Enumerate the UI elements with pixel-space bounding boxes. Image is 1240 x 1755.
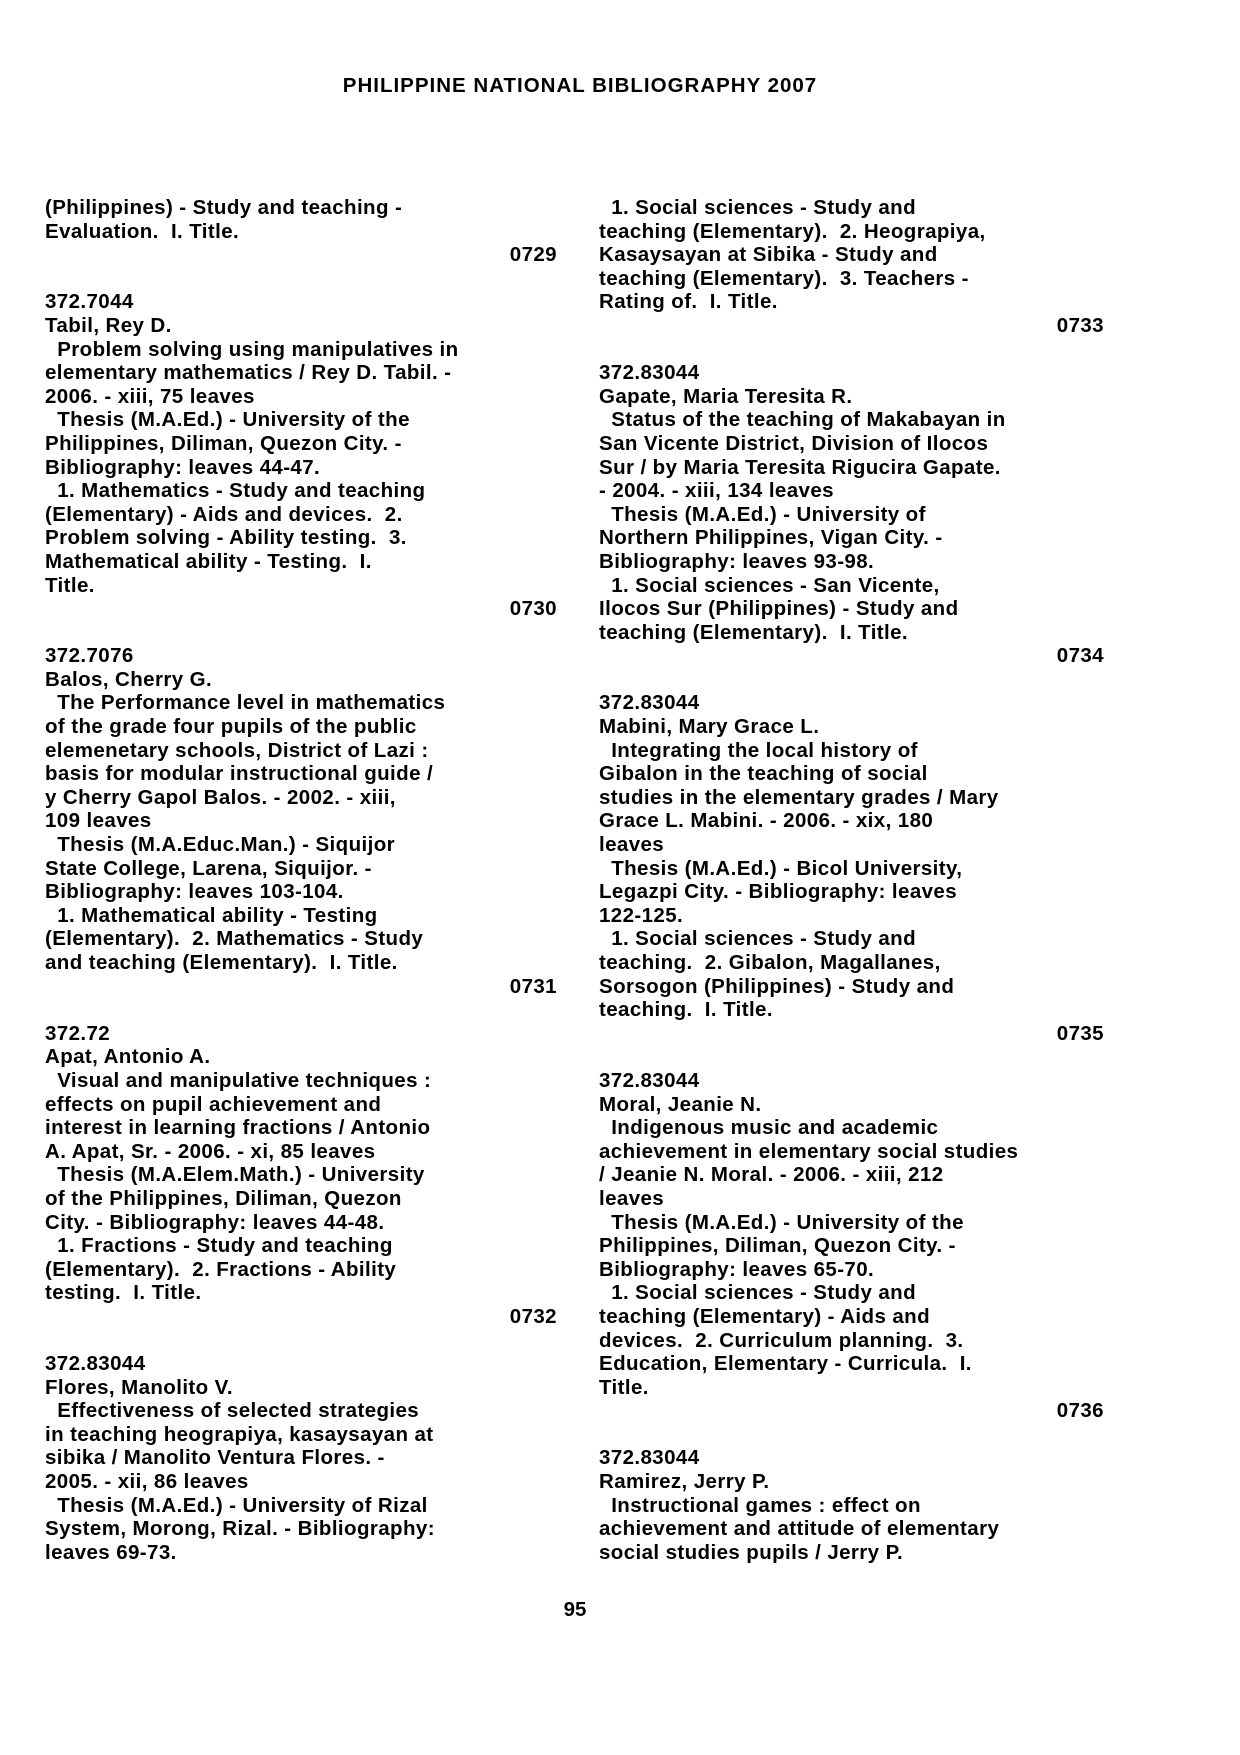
text-line: Thesis (M.A.Ed.) - University of the bbox=[45, 408, 410, 432]
entry-number: 0732 bbox=[509, 1304, 557, 1328]
blank-line bbox=[599, 1045, 1104, 1069]
text-line: System, Morong, Rizal. - Bibliography: bbox=[45, 1517, 435, 1541]
text-line: Problem solving - Ability testing. 3. bbox=[45, 526, 407, 550]
text-line: Gapate, Maria Teresita R. bbox=[599, 384, 853, 408]
text-line: 2005. - xii, 86 leaves bbox=[45, 1470, 249, 1494]
text-line: 1. Social sciences - San Vicente, bbox=[599, 573, 940, 597]
text-line: (Philippines) - Study and teaching - bbox=[45, 196, 403, 219]
text-line: Gibalon in the teaching of social bbox=[599, 762, 928, 786]
blank-line bbox=[45, 267, 557, 291]
text-line: (Elementary) - Aids and devices. 2. bbox=[45, 502, 403, 526]
text-line: - 2004. - xiii, 134 leaves bbox=[599, 479, 834, 503]
text-line: Kasaysayan at Sibika - Study and bbox=[599, 243, 938, 267]
text-line: Rating of. I. Title. bbox=[599, 290, 778, 314]
entry-number: 0733 bbox=[1056, 313, 1104, 337]
text-line: City. - Bibliography: leaves 44-48. bbox=[45, 1210, 385, 1234]
entry-number: 0731 bbox=[509, 974, 557, 998]
text-line: Evaluation. I. Title. bbox=[45, 219, 240, 243]
text-line: achievement in elementary social studies bbox=[599, 1139, 1019, 1163]
text-line: Mathematical ability - Testing. I. bbox=[45, 549, 372, 573]
text-line: 372.83044 bbox=[599, 1068, 700, 1092]
text-line: Education, Elementary - Curricula. I. bbox=[599, 1352, 972, 1376]
text-line: Effectiveness of selected strategies bbox=[45, 1399, 420, 1423]
text-line: A. Apat, Sr. - 2006. - xi, 85 leaves bbox=[45, 1139, 376, 1163]
text-line: The Performance level in mathematics bbox=[45, 691, 446, 715]
text-line: Ilocos Sur (Philippines) - Study and bbox=[599, 597, 959, 621]
text-line: (Elementary). 2. Fractions - Ability bbox=[45, 1257, 397, 1281]
blank-line bbox=[599, 338, 1104, 362]
text-line: teaching (Elementary) - Aids and bbox=[599, 1304, 930, 1328]
text-line: social studies pupils / Jerry P. bbox=[599, 1540, 904, 1564]
blank-line bbox=[45, 1329, 557, 1353]
text-line: Integrating the local history of bbox=[599, 738, 918, 762]
text-line: 1. Mathematical ability - Testing bbox=[45, 903, 378, 927]
text-line: Bibliography: leaves 44-47. bbox=[45, 455, 321, 479]
text-line: 372.7044 bbox=[45, 290, 134, 314]
text-line: San Vicente District, Division of Ilocos bbox=[599, 431, 989, 455]
text-line: Visual and manipulative techniques : bbox=[45, 1068, 432, 1092]
text-line: Thesis (M.A.Elem.Math.) - University bbox=[45, 1163, 425, 1187]
text-line: in teaching heograpiya, kasaysayan at bbox=[45, 1422, 434, 1446]
text-line: Balos, Cherry G. bbox=[45, 667, 213, 691]
text-line: y Cherry Gapol Balos. - 2002. - xiii, bbox=[45, 785, 396, 809]
text-line: Title. bbox=[599, 1375, 649, 1399]
text-line: 372.72 bbox=[45, 1021, 111, 1045]
text-line: leaves 69-73. bbox=[45, 1540, 177, 1564]
text-line: teaching (Elementary). 2. Heograpiya, bbox=[599, 219, 986, 243]
text-line: teaching (Elementary). I. Title. bbox=[599, 620, 909, 644]
text-line: 1. Fractions - Study and teaching bbox=[45, 1234, 393, 1258]
text-line: leaves bbox=[599, 833, 665, 857]
text-line: Problem solving using manipulatives in bbox=[45, 337, 459, 361]
page-title: PHILIPPINE NATIONAL BIBLIOGRAPHY 2007 bbox=[342, 74, 818, 97]
text-line: sibika / Manolito Ventura Flores. - bbox=[45, 1446, 385, 1470]
text-line: Thesis (M.A.Educ.Man.) - Siquijor bbox=[45, 833, 395, 857]
text-line: of the Philippines, Diliman, Quezon bbox=[45, 1186, 402, 1210]
text-line: Flores, Manolito V. bbox=[45, 1375, 233, 1399]
text-line: 372.7076 bbox=[45, 644, 134, 668]
text-line: Thesis (M.A.Ed.) - University of the bbox=[599, 1210, 964, 1234]
text-line: 1. Social sciences - Study and bbox=[599, 196, 916, 219]
text-line: teaching (Elementary). 3. Teachers - bbox=[599, 266, 969, 290]
text-line: 1. Mathematics - Study and teaching bbox=[45, 479, 426, 503]
text-line: 372.83044 bbox=[45, 1352, 146, 1376]
text-line: Tabil, Rey D. bbox=[45, 313, 172, 337]
text-line: teaching. I. Title. bbox=[599, 998, 773, 1022]
text-line: Grace L. Mabini. - 2006. - xix, 180 bbox=[599, 809, 934, 833]
text-line: interest in learning fractions / Antonio bbox=[45, 1116, 431, 1140]
text-line: Sorsogon (Philippines) - Study and bbox=[599, 974, 955, 998]
blank-line bbox=[45, 621, 557, 645]
entry-number: 0734 bbox=[1056, 644, 1104, 668]
text-line: Thesis (M.A.Ed.) - University of bbox=[599, 502, 926, 526]
text-line: elementary mathematics / Rey D. Tabil. - bbox=[45, 361, 452, 385]
text-line: Legazpi City. - Bibliography: leaves bbox=[599, 880, 958, 904]
entry-number: 0736 bbox=[1056, 1399, 1104, 1423]
text-line: 1. Social sciences - Study and bbox=[599, 1281, 916, 1305]
text-line: State College, Larena, Siquijor. - bbox=[45, 856, 372, 880]
text-line: testing. I. Title. bbox=[45, 1281, 202, 1305]
blank-line bbox=[599, 1423, 1104, 1447]
text-line: Indigenous music and academic bbox=[599, 1116, 939, 1140]
text-line: Bibliography: leaves 103-104. bbox=[45, 880, 344, 904]
text-line: 2006. - xiii, 75 leaves bbox=[45, 384, 255, 408]
text-line: Bibliography: leaves 93-98. bbox=[599, 549, 875, 573]
entry-number: 0730 bbox=[509, 597, 557, 621]
text-line: Philippines, Diliman, Quezon City. - bbox=[599, 1234, 956, 1258]
text-line: Instructional games : effect on bbox=[599, 1493, 921, 1517]
entry-number: 0735 bbox=[1056, 1021, 1104, 1045]
text-line: Status of the teaching of Makabayan in bbox=[599, 408, 1006, 432]
text-line: 372.83044 bbox=[599, 691, 700, 715]
text-line: Sur / by Maria Teresita Rigucira Gapate. bbox=[599, 455, 1001, 479]
text-line: 372.83044 bbox=[599, 1446, 700, 1470]
text-line: devices. 2. Curriculum planning. 3. bbox=[599, 1328, 964, 1352]
text-line: elemenetary schools, District of Lazi : bbox=[45, 738, 429, 762]
text-line: 109 leaves bbox=[45, 809, 152, 833]
left-column bbox=[45, 196, 557, 1564]
text-line: studies in the elementary grades / Mary bbox=[599, 785, 999, 809]
text-line: Title. bbox=[45, 573, 95, 597]
text-line: Thesis (M.A.Ed.) - University of Rizal bbox=[45, 1493, 428, 1517]
blank-line bbox=[45, 998, 557, 1022]
text-line: Ramirez, Jerry P. bbox=[599, 1470, 770, 1494]
text-line: Moral, Jeanie N. bbox=[599, 1092, 762, 1116]
text-line: Philippines, Diliman, Quezon City. - bbox=[45, 431, 402, 455]
text-line: Northern Philippines, Vigan City. - bbox=[599, 526, 943, 550]
entry-number: 0729 bbox=[509, 243, 557, 267]
text-line: (Elementary). 2. Mathematics - Study bbox=[45, 927, 424, 951]
blank-line bbox=[599, 668, 1104, 692]
text-line: Mabini, Mary Grace L. bbox=[599, 715, 820, 739]
text-line: of the grade four pupils of the public bbox=[45, 715, 417, 739]
text-line: 1. Social sciences - Study and bbox=[599, 927, 916, 951]
text-line: effects on pupil achievement and bbox=[45, 1092, 382, 1116]
text-line: Bibliography: leaves 65-70. bbox=[599, 1257, 875, 1281]
text-line: achievement and attitude of elementary bbox=[599, 1517, 1000, 1541]
text-line: basis for modular instructional guide / bbox=[45, 762, 434, 786]
text-line: Apat, Antonio A. bbox=[45, 1045, 211, 1069]
text-line: teaching. 2. Gibalon, Magallanes, bbox=[599, 951, 941, 974]
text-line: Thesis (M.A.Ed.) - Bicol University, bbox=[599, 856, 963, 880]
page-number: 95 bbox=[563, 1598, 587, 1621]
text-line: 122-125. bbox=[599, 903, 684, 927]
right-column bbox=[599, 196, 1104, 1564]
text-line: leaves bbox=[599, 1186, 665, 1210]
text-line: and teaching (Elementary). I. Title. bbox=[45, 951, 398, 974]
text-line: / Jeanie N. Moral. - 2006. - xiii, 212 bbox=[599, 1163, 944, 1187]
text-line: 372.83044 bbox=[599, 361, 700, 385]
